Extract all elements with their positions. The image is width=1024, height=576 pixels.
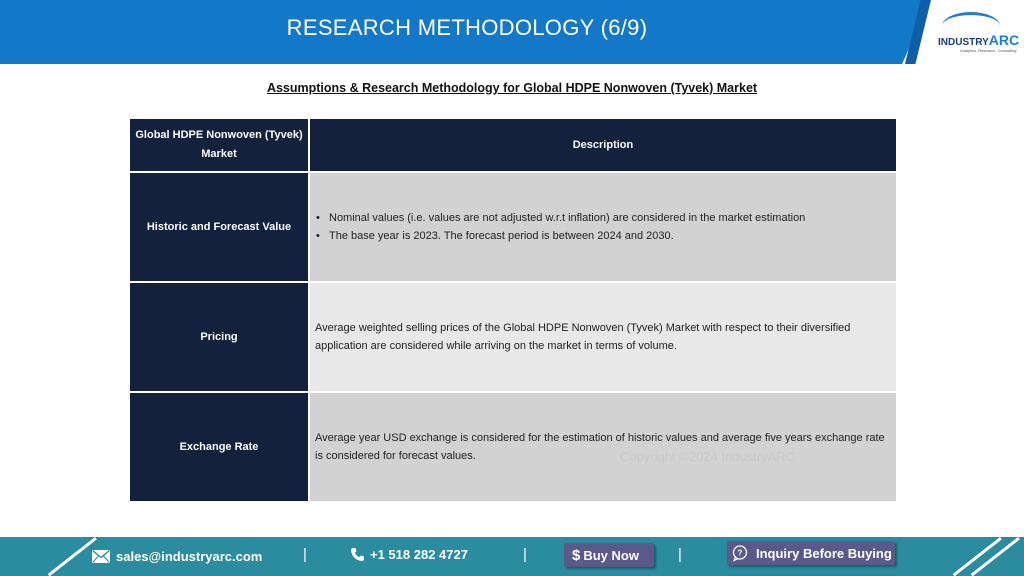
inquiry-button[interactable]	[727, 541, 895, 565]
footer-stripe	[48, 537, 97, 576]
buy-now-button[interactable]	[564, 543, 654, 567]
row-label-historic-forecast: Historic and Forecast Value	[130, 173, 308, 281]
industryarc-logo	[934, 12, 1018, 56]
page-title: RESEARCH METHODOLOGY (6/9)	[286, 15, 648, 40]
pricing-text: Average weighted selling prices of the Global HDPE Nonwoven (Tyvek) Market with respect to their diversified application are considered while arriving on the market in terms of volume.	[315, 322, 851, 352]
buy-now-label: Buy Now	[583, 547, 639, 563]
phone-icon	[350, 547, 364, 562]
mail-icon	[92, 550, 110, 563]
row-desc-pricing	[310, 283, 896, 391]
bullet-list	[315, 209, 892, 245]
exchange-rate-text: Average year USD exchange is considered for the estimation of historic values and average five years exchange rate is considered for forecast values.	[315, 432, 885, 462]
inquiry-label: Inquiry Before Buying	[756, 545, 892, 561]
svg-text:?: ?	[737, 548, 743, 557]
footer-bar	[0, 537, 1024, 576]
row-desc-exchange-rate	[310, 393, 896, 501]
header	[0, 0, 1024, 64]
logo-tagline: Analytics. Research. Consulting	[960, 48, 1017, 53]
footer-phone[interactable]	[350, 537, 468, 574]
logo-prefix: INDUSTRY	[938, 37, 989, 48]
phone-text: +1 518 282 4727	[370, 547, 468, 562]
footer-separator: |	[678, 546, 682, 563]
table-header-market: Global HDPE Nonwoven (Tyvek) Market	[130, 119, 308, 171]
email-text: sales@industryarc.com	[116, 549, 263, 564]
copyright-watermark: Copyright ©2024 IndustryARC	[620, 449, 796, 464]
logo-suffix: ARC	[988, 32, 1020, 48]
footer-separator: |	[303, 546, 307, 563]
table-header-description: Description	[310, 119, 896, 171]
footer-separator: |	[523, 546, 527, 563]
dollar-icon: $	[572, 546, 581, 564]
bullet-item: • Nominal values (i.e. values are not adjusted w.r.t inflation) are considered in the market estimation	[315, 209, 892, 227]
logo-wordmark	[938, 32, 1019, 48]
footer-email[interactable]	[92, 537, 262, 576]
bullet-item: • The base year is 2023. The forecast period is between 2024 and 2030.	[315, 227, 892, 245]
row-desc-historic-forecast	[310, 173, 896, 281]
chat-icon	[732, 545, 750, 562]
methodology-table	[130, 119, 894, 497]
row-label-exchange-rate: Exchange Rate	[130, 393, 308, 501]
row-label-pricing: Pricing	[130, 283, 308, 391]
slide-subtitle: Assumptions & Research Methodology for Global HDPE Nonwoven (Tyvek) Market	[266, 81, 758, 95]
